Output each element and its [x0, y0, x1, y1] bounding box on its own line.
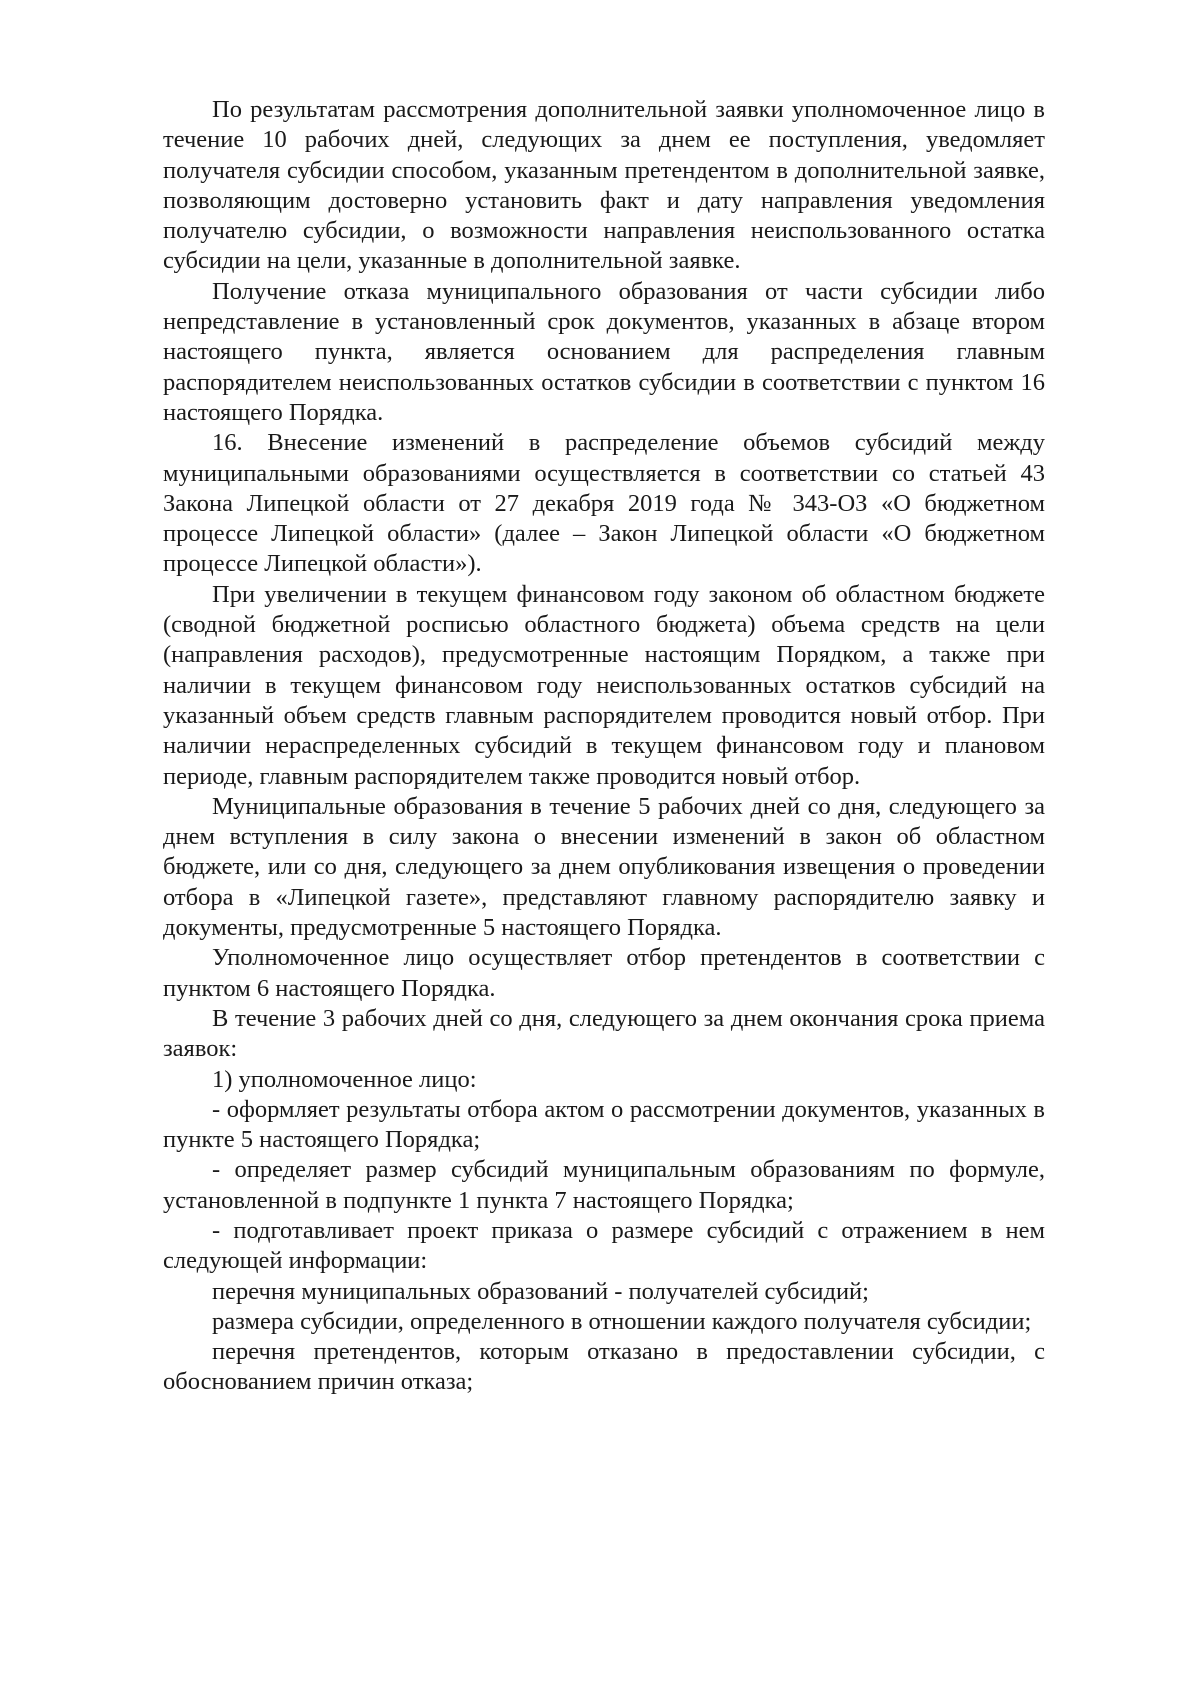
paragraph-within-3-days: В течение 3 рабочих дней со дня, следующего за днем окончания срока приема заявок: [163, 1004, 1045, 1063]
paragraph-item-16: 16. Внесение изменений в распределение объемов субсидий между муниципальными образованиями осуществляется в соответствии со статьей 43 Закона Липецкой области от 27 декабря 2019 года № 343-ОЗ «О бюджетном процессе Липецкой области» (далее – Закон Липецкой области «О бюджетном процессе Липецкой области»). [163, 429, 1045, 578]
paragraph-notification: По результатам рассмотрения дополнительной заявки уполномоченное лицо в течение 10 рабочих дней, следующих за днем ее поступления, уведомляет получателя субсидии способом, указанным претендентом в дополнительной заявке, позволяющим достоверно установить факт и дату направления уведомления получателю субсидии, о возможности направления неиспользованного остатка субсидии на цели, указанные в дополнительной заявке. [163, 96, 1045, 275]
document-page [163, 95, 1045, 1398]
paragraph-selection: Уполномоченное лицо осуществляет отбор претендентов в соответствии с пунктом 6 настоящего Порядка. [163, 944, 1045, 1002]
list-item-refused-applicants: перечня претендентов, которым отказано в предоставлении субсидии, с обоснованием причин отказа; [163, 1338, 1045, 1396]
list-item-formula: - определяет размер субсидий муниципальным образованиям по формуле, установленной в подпункте 1 пункта 7 настоящего Порядка; [163, 1156, 1045, 1214]
paragraph-municipalities: Муниципальные образования в течение 5 рабочих дней со дня, следующего за днем вступления в силу закона о внесении изменений в закон об областном бюджете, или со дня, следующего за днем опубликования извещения о проведении отбора в «Липецкой газете», представляют главному распорядителю заявку и документы, предусмотренные 5 настоящего Порядка. [163, 792, 1045, 942]
paragraph-refusal: Получение отказа муниципального образования от части субсидии либо непредставление в установленный срок документов, указанных в абзаце втором настоящего пункта, является основанием для распределения главным распорядителем неиспользованных остатков субсидии в соответствии с пунктом 16 настоящего Порядка. [163, 277, 1045, 426]
list-item-authorized-person: 1) уполномоченное лицо: [212, 1065, 477, 1093]
list-item-subsidy-size: размера субсидии, определенного в отношении каждого получателя субсидии; [212, 1307, 1032, 1335]
list-item-act: - оформляет результаты отбора актом о рассмотрении документов, указанных в пункте 5 настоящего Порядка; [163, 1095, 1045, 1154]
paragraph-increase: При увеличении в текущем финансовом году законом об областном бюджете (сводной бюджетной росписью областного бюджета) объема средств на цели (направления расходов), предусмотренные настоящим Порядком, а также при наличии в текущем финансовом году неиспользованных остатков субсидий на указанный объем средств главным распорядителем проводится новый отбор. При наличии нераспределенных субсидий в текущем финансовом году и плановом периоде, главным распорядителем также проводится новый отбор. [163, 580, 1045, 790]
list-item-municipalities-list: перечня муниципальных образований - получателей субсидий; [212, 1277, 869, 1305]
list-item-order-draft: - подготавливает проект приказа о размере субсидий с отражением в нем следующей информации: [163, 1216, 1045, 1275]
